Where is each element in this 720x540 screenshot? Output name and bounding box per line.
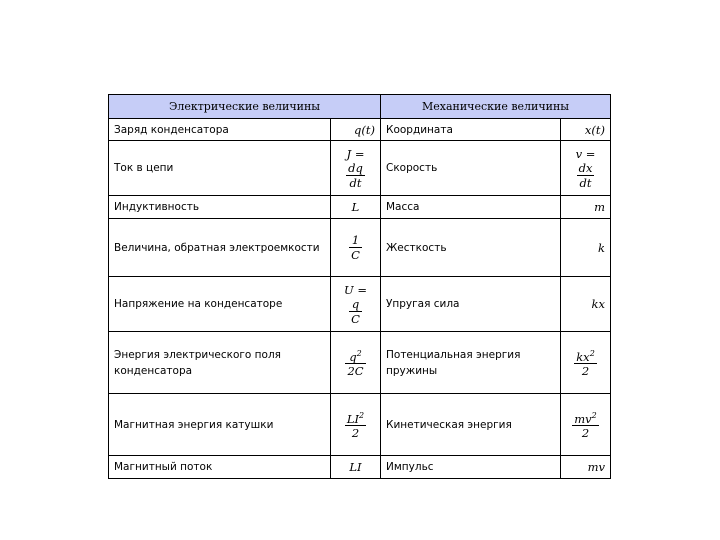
numerator-exponent: 2: [359, 410, 365, 420]
electrical-symbol: [331, 277, 381, 332]
formula-fraction: [349, 297, 362, 326]
numerator-base: mv: [574, 411, 592, 426]
electrical-name: Ток в цепи: [109, 141, 331, 196]
formula-lhs: v =: [575, 147, 596, 161]
electrical-symbol: LI: [331, 456, 381, 479]
formula-fraction: [349, 233, 362, 262]
electrical-name-line: Энергия электрического поля: [114, 348, 281, 361]
header-electrical: Электрические величины: [109, 95, 381, 119]
electrical-name: Магнитная энергия катушки: [109, 394, 331, 456]
electrical-name: Величина, обратная электроемкости: [109, 219, 331, 277]
mechanical-name: Импульс: [381, 456, 561, 479]
fraction-denominator: 2: [581, 426, 590, 441]
electrical-symbol: L: [331, 196, 381, 219]
fraction-numerator: 1: [349, 233, 362, 248]
mechanical-name: Кинетическая энергия: [381, 394, 561, 456]
analogy-table: [108, 94, 611, 479]
mechanical-name: Координата: [381, 119, 561, 141]
formula-fraction: [345, 347, 365, 379]
mechanical-symbol: x(t): [561, 119, 611, 141]
mechanical-name: Скорость: [381, 141, 561, 196]
mechanical-symbol: kx: [561, 277, 611, 332]
fraction-denominator: C: [351, 248, 360, 262]
mechanical-symbol: m: [561, 196, 611, 219]
mechanical-name: Масса: [381, 196, 561, 219]
table-row: [109, 141, 611, 196]
fraction-numerator: dx: [578, 161, 593, 175]
numerator-base: LI: [346, 411, 360, 426]
fraction-denominator: dt: [579, 176, 592, 190]
electrical-name: Магнитный поток: [109, 456, 331, 479]
formula-fraction: [345, 409, 366, 441]
formula-lhs: J =: [346, 147, 365, 161]
electrical-name-line: конденсатора: [114, 364, 193, 377]
table-row: [109, 394, 611, 456]
electrical-symbol: q(t): [331, 119, 381, 141]
fraction-numerator: [572, 409, 599, 427]
table-row: [109, 332, 611, 394]
mechanical-name: Жесткость: [381, 219, 561, 277]
mechanical-symbol: [561, 141, 611, 196]
numerator-exponent: 2: [356, 348, 362, 358]
fraction-denominator: 2C: [347, 364, 364, 379]
fraction-denominator: C: [351, 312, 360, 326]
electrical-symbol: [331, 141, 381, 196]
fraction-denominator: dt: [349, 176, 362, 190]
table-row: [109, 196, 611, 219]
formula-lhs: U =: [344, 283, 367, 297]
formula-fraction: [346, 161, 365, 190]
formula-fraction: [577, 161, 595, 190]
fraction-numerator: dq: [348, 161, 363, 175]
electrical-name: Заряд конденсатора: [109, 119, 331, 141]
table-row: [109, 456, 611, 479]
electrical-name: Индуктивность: [109, 196, 331, 219]
formula-fraction: [572, 409, 599, 441]
numerator-base: q: [349, 349, 357, 364]
electrical-symbol: [331, 394, 381, 456]
mechanical-symbol: k: [561, 219, 611, 277]
header-mechanical: Механические величины: [381, 95, 611, 119]
numerator-exponent: 2: [591, 410, 597, 420]
fraction-numerator: [574, 347, 597, 365]
table-row: [109, 277, 611, 332]
mechanical-name: [381, 332, 561, 394]
header-row: [109, 95, 611, 119]
electrical-name: Напряжение на конденсаторе: [109, 277, 331, 332]
fraction-numerator: q: [349, 297, 362, 312]
table-row: [109, 219, 611, 277]
mechanical-name-line: пружины: [386, 364, 438, 377]
fraction-denominator: 2: [581, 364, 590, 379]
numerator-exponent: 2: [589, 348, 595, 358]
mechanical-name: Упругая сила: [381, 277, 561, 332]
mechanical-name-line: Потенциальная энергия: [386, 348, 521, 361]
table-row: [109, 119, 611, 141]
electrical-name: [109, 332, 331, 394]
fraction-numerator: [345, 347, 365, 365]
formula-fraction: [574, 347, 597, 379]
numerator-base: kx: [576, 349, 590, 364]
fraction-denominator: 2: [351, 426, 360, 441]
mechanical-symbol: [561, 394, 611, 456]
mechanical-symbol: [561, 332, 611, 394]
mechanical-symbol: mv: [561, 456, 611, 479]
electrical-symbol: [331, 332, 381, 394]
electrical-symbol: [331, 219, 381, 277]
fraction-numerator: [345, 409, 366, 427]
